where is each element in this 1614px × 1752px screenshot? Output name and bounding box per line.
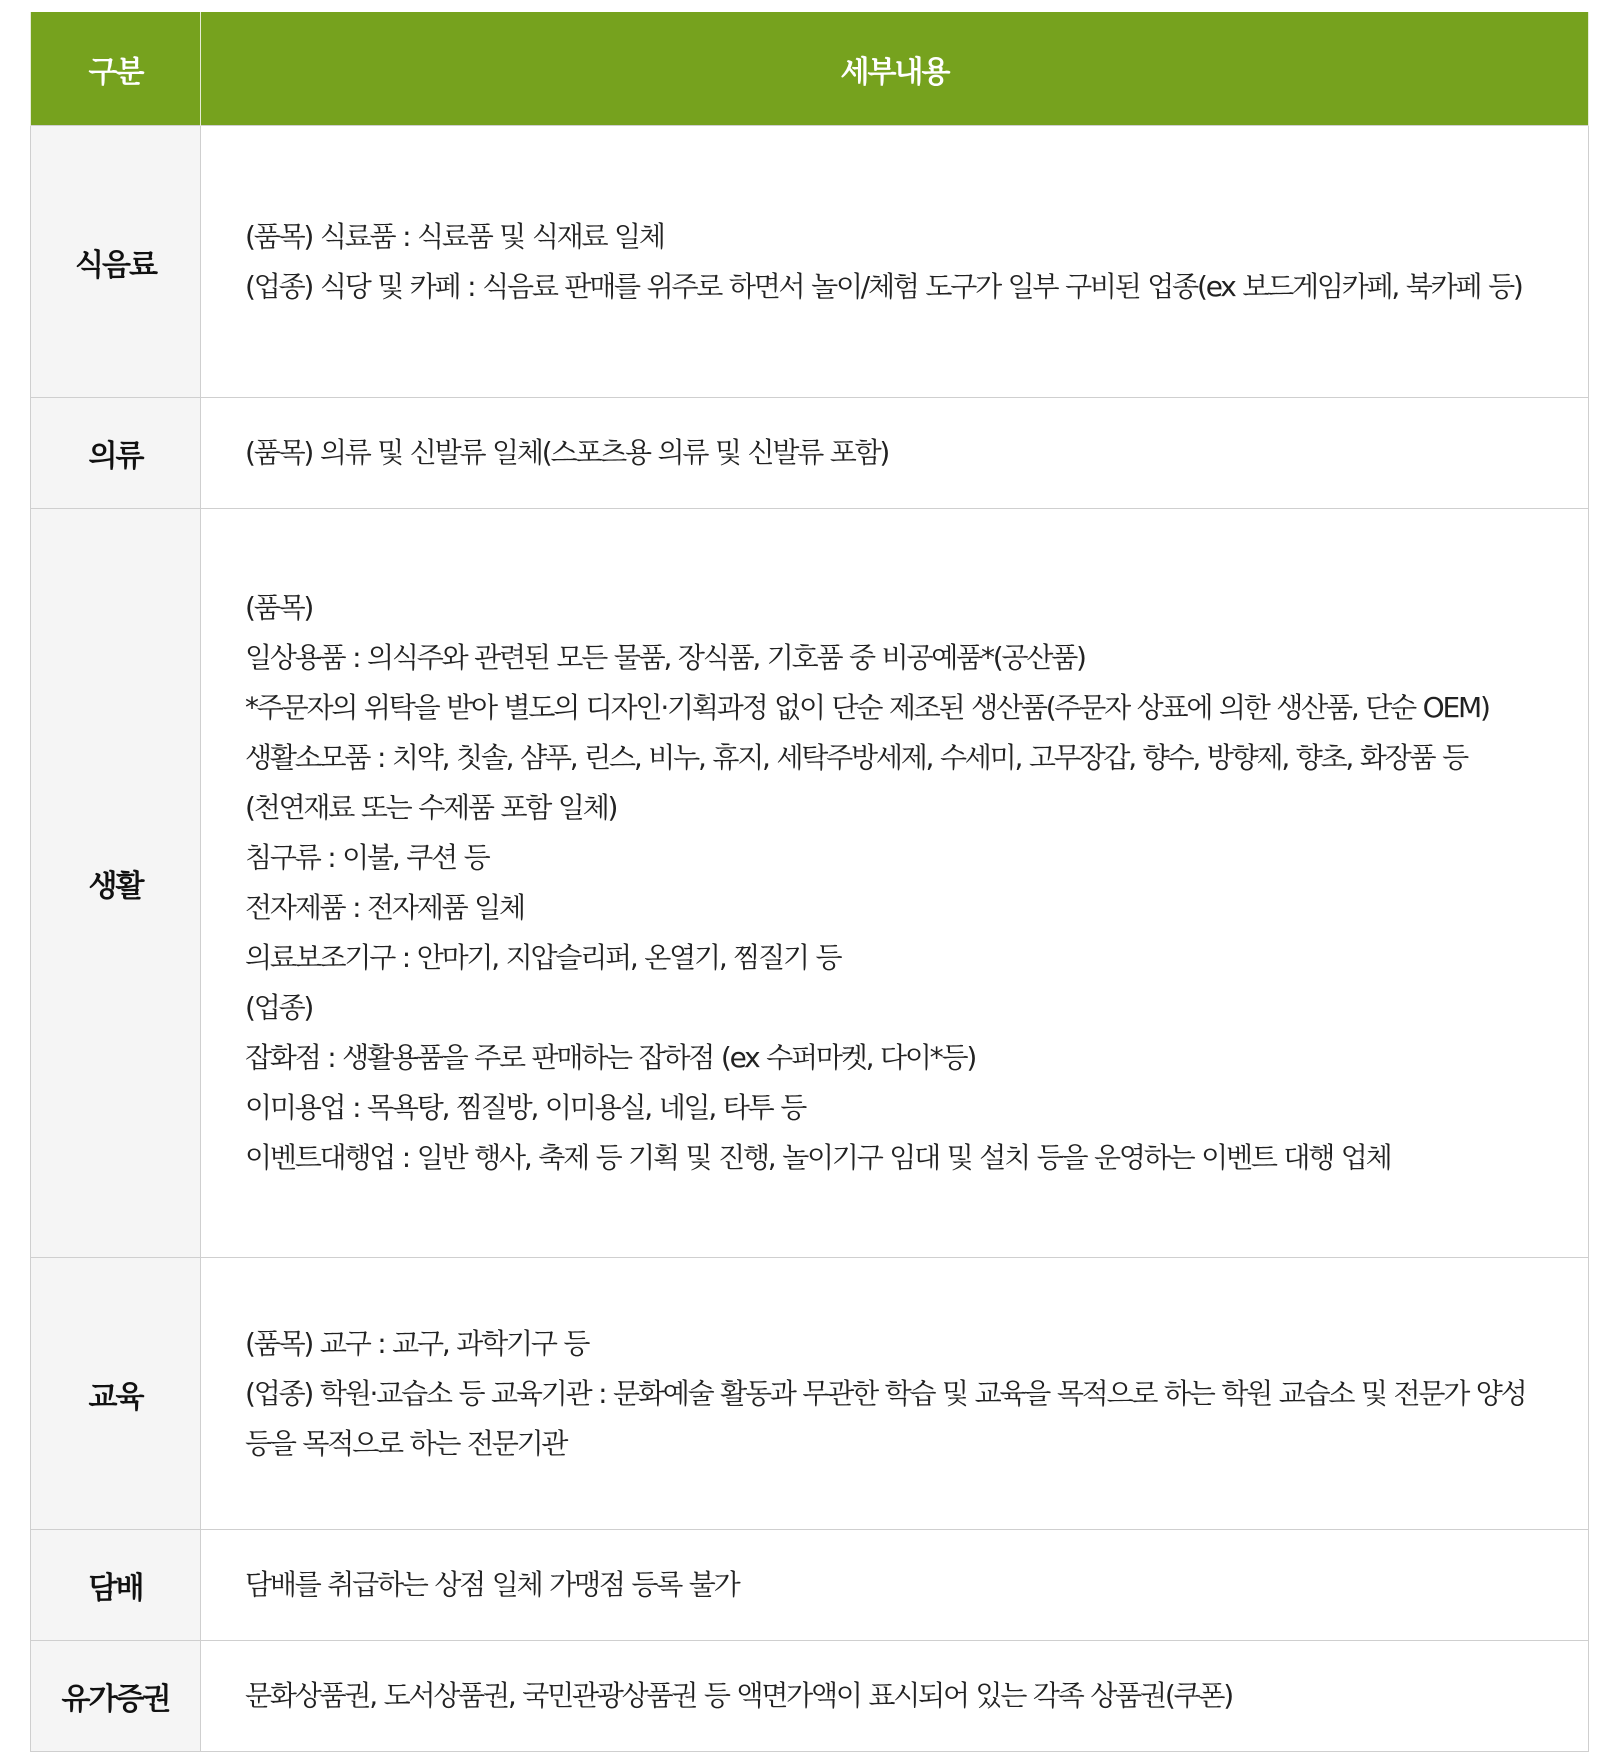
detail-line: (업종) 학원·교습소 등 교육기관 : 문화예술 활동과 무관한 학습 및 교육을 목적으로 하는 학원 교습소 및 전문가 양성 등을 목적으로 하는 전문기관: [245, 1376, 1526, 1460]
category-table: [30, 12, 1589, 1752]
table-row-food: [31, 126, 1589, 398]
detail-line: (업종) 식당 및 카페 : 식음료 판매를 위주로 하면서 놀이/체험 도구가 일부 구비된 업종(ex 보드게임카페, 북카페 등): [245, 269, 1522, 303]
detail-line: (품목) 교구 : 교구, 과학기구 등: [245, 1326, 589, 1360]
detail-line: *주문자의 위탁을 받아 별도의 디자인·기획과정 없이 단순 제조된 생산품(주문자 상표에 의한 생산품, 단순 OEM): [245, 691, 1489, 724]
detail-cell: [201, 126, 1589, 398]
category-cell: 교육: [31, 1258, 201, 1530]
detail-cell: [201, 1530, 1589, 1641]
table-header-row: [31, 12, 1589, 126]
header-category: 구분: [31, 12, 201, 126]
table-row-education: [31, 1258, 1589, 1530]
detail-line: 잡화점 : 생활용품을 주로 판매하는 잡하점 (ex 수퍼마켓, 다이*등): [245, 1041, 976, 1074]
detail-line: (품목) 의류 및 신발류 일체(스포츠용 의류 및 신발류 포함): [245, 436, 889, 469]
detail-line: 전자제품 : 전자제품 일체: [245, 891, 524, 924]
category-cell: 식음료: [31, 126, 201, 398]
detail-cell: [201, 509, 1589, 1258]
detail-line: 의료보조기구 : 안마기, 지압슬리퍼, 온열기, 찜질기 등: [245, 941, 841, 974]
category-cell: 유가증권: [31, 1641, 201, 1752]
table-row-tobacco: [31, 1530, 1589, 1641]
detail-line: 담배를 취급하는 상점 일체 가맹점 등록 불가: [245, 1568, 739, 1601]
detail-line: (업종): [245, 991, 313, 1024]
table-row-clothing: [31, 398, 1589, 509]
detail-line: (품목): [245, 591, 313, 624]
detail-cell: [201, 398, 1589, 509]
table-row-securities: [31, 1641, 1589, 1752]
detail-line: (품목) 식료품 : 식료품 및 식재료 일체: [245, 219, 664, 253]
detail-line: 생활소모품 : 치약, 칫솔, 샴푸, 린스, 비누, 휴지, 세탁주방세제, 수세미, 고무장갑, 향수, 방향제, 향초, 화장품 등(천연재료 또는 수제품 포함 일체): [245, 741, 1467, 824]
category-cell: 생활: [31, 509, 201, 1258]
detail-line: 일상용품 : 의식주와 관련된 모든 물품, 장식품, 기호품 중 비공예품*(공산품): [245, 641, 1085, 674]
table-row-living: [31, 509, 1589, 1258]
category-table-container: [30, 12, 1588, 1752]
detail-cell: [201, 1258, 1589, 1530]
detail-line: 침구류 : 이불, 쿠션 등: [245, 841, 489, 874]
category-cell: 담배: [31, 1530, 201, 1641]
category-cell: 의류: [31, 398, 201, 509]
detail-cell: [201, 1641, 1589, 1752]
detail-line: 문화상품권, 도서상품권, 국민관광상품권 등 액면가액이 표시되어 있는 각족 상품권(쿠폰): [245, 1679, 1232, 1712]
detail-line: 이벤트대행업 : 일반 행사, 축제 등 기획 및 진행, 놀이기구 임대 및 설치 등을 운영하는 이벤트 대행 업체: [245, 1141, 1391, 1174]
detail-line: 이미용업 : 목욕탕, 찜질방, 이미용실, 네일, 타투 등: [245, 1091, 806, 1124]
header-detail: 세부내용: [201, 12, 1589, 126]
